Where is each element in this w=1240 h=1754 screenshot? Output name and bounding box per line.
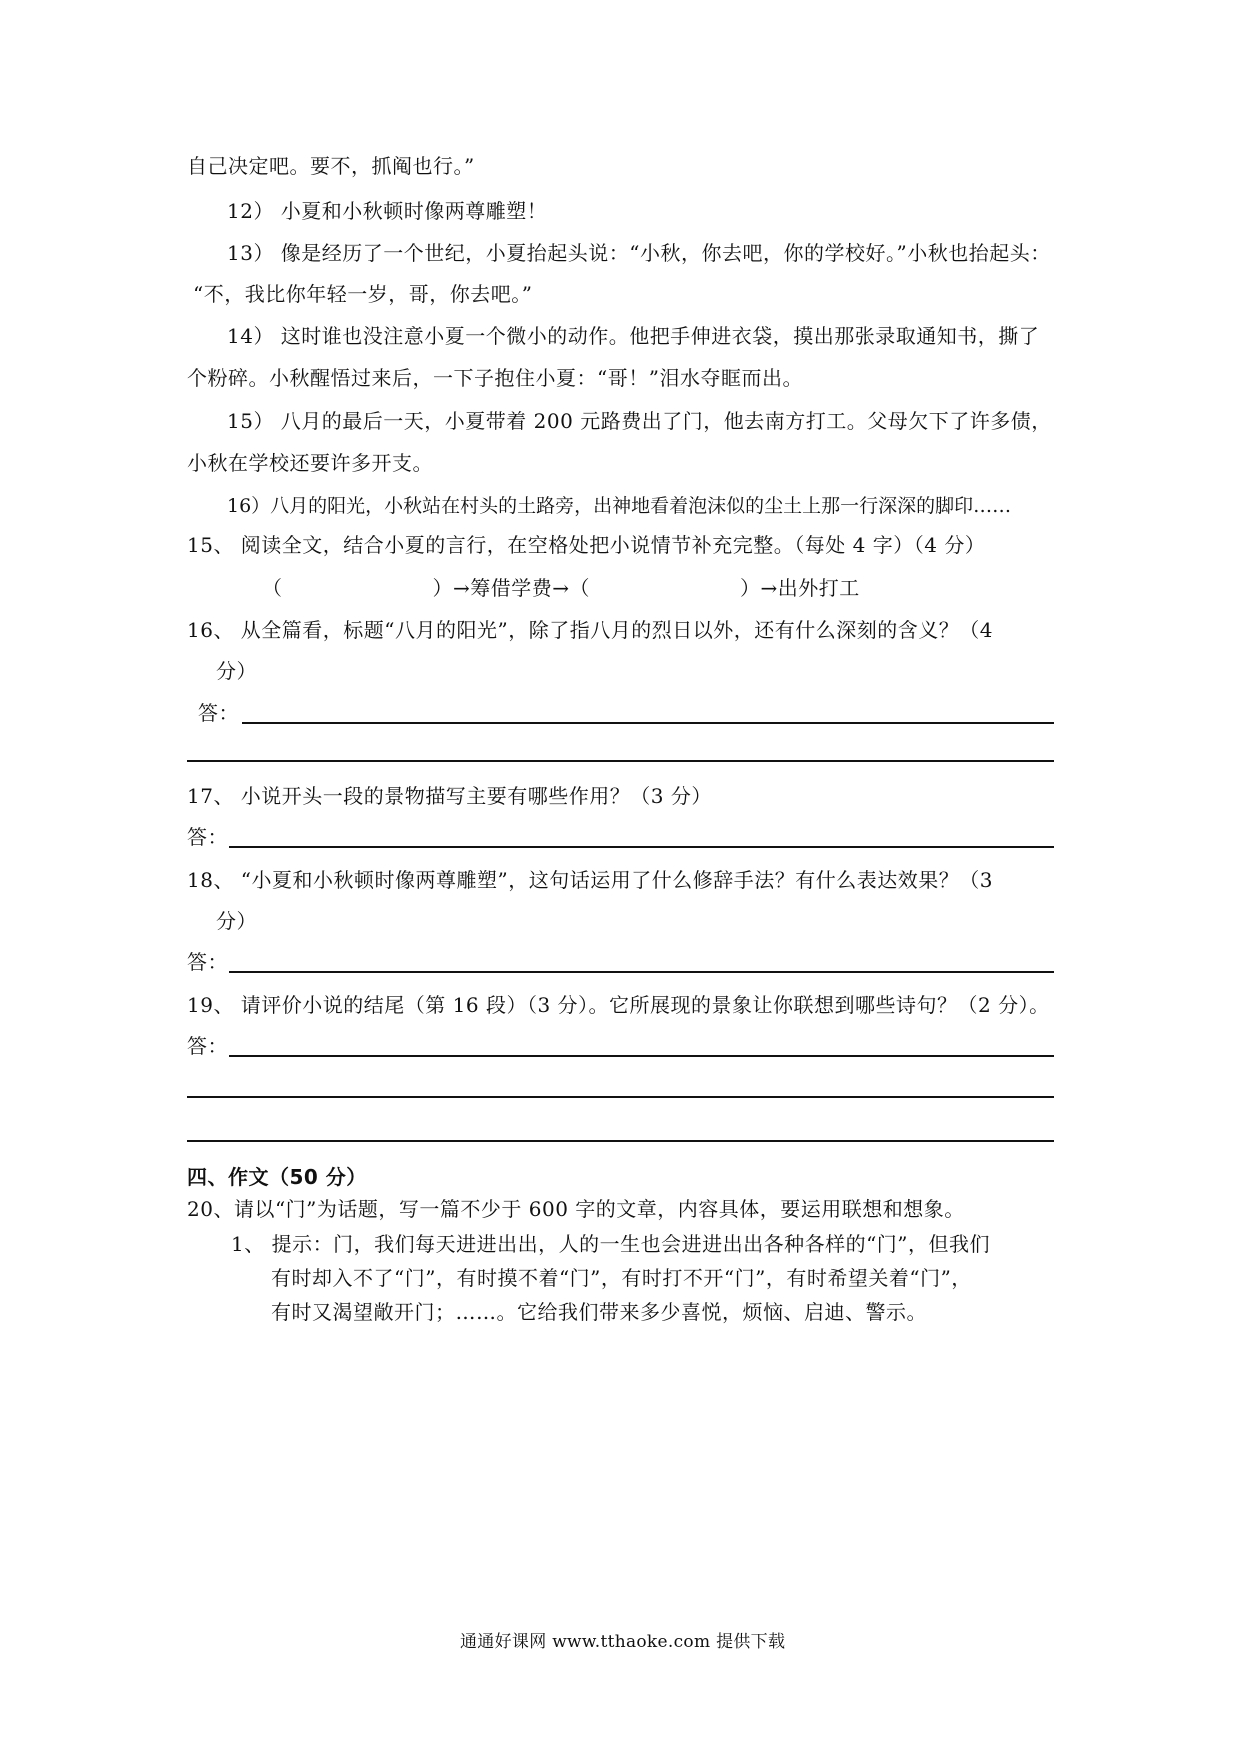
- passage-paragraph-14-line1: 14） 这时谁也没注意小夏一个微小的动作。他把手伸进衣袋，摸出那张录取通知书，撕了: [227, 324, 1040, 348]
- question-15: 15、 阅读全文，结合小夏的言行，在空格处把小说情节补充完整。（每处 4 字）（4 分）: [187, 533, 986, 557]
- question-15-fill-row: [262, 575, 860, 601]
- answer-line-19-3[interactable]: [187, 1140, 1054, 1142]
- fill-blank-middle: ）→筹借学费→（: [432, 576, 591, 600]
- answer-label-19: 答：: [187, 1034, 228, 1058]
- answer-label-16: 答：: [198, 701, 239, 725]
- question-18-line1: 18、 “小夏和小秋顿时像两尊雕塑”，这句话运用了什么修辞手法？有什么表达效果？（3: [187, 868, 993, 892]
- answer-line-16-2[interactable]: [187, 760, 1054, 762]
- answer-label-18: 答：: [187, 950, 228, 974]
- question-17: 17、 小说开头一段的景物描写主要有哪些作用？（3 分）: [187, 784, 712, 808]
- fill-blank-open-1: （: [262, 576, 283, 600]
- question-18-line2: 分）: [216, 909, 257, 933]
- passage-paragraph-13-line2: “不，我比你年轻一岁，哥，你去吧。”: [193, 282, 533, 306]
- fill-blank-end: ）→出外打工: [740, 576, 860, 600]
- passage-paragraph-12: 12） 小夏和小秋顿时像两尊雕塑！: [227, 199, 548, 223]
- question-16-line2: 分）: [216, 659, 257, 683]
- composition-heading: 四、作文（50 分）: [187, 1165, 367, 1189]
- passage-paragraph-15-line2: 小秋在学校还要许多开支。: [187, 451, 433, 475]
- answer-line-19-2[interactable]: [187, 1096, 1054, 1098]
- answer-line-16-1[interactable]: [242, 722, 1054, 724]
- composition-hint-line1: 1、 提示：门，我们每天进进出出，人的一生也会进进出出各种各样的“门”，但我们: [231, 1232, 991, 1256]
- question-19: 19、 请评价小说的结尾（第 16 段）（3 分）。它所展现的景象让你联想到哪些诗句？（2 分）。: [187, 993, 1050, 1017]
- answer-line-18[interactable]: [229, 971, 1054, 973]
- answer-line-17[interactable]: [229, 846, 1054, 848]
- passage-paragraph-15-line1: 15） 八月的最后一天，小夏带着 200 元路费出了门，他去南方打工。父母欠下了许多债，: [227, 409, 1052, 433]
- passage-paragraph-13-line1: 13） 像是经历了一个世纪，小夏抬起头说：“小秋，你去吧，你的学校好。”小秋也抬起头：: [227, 241, 1051, 265]
- composition-hint-line3: 有时又渴望敞开门；……。它给我们带来多少喜悦，烦恼、启迪、警示。: [271, 1300, 927, 1324]
- composition-question-20: 20、请以“门”为话题，写一篇不少于 600 字的文章，内容具体，要运用联想和想象。: [187, 1197, 965, 1221]
- passage-paragraph-14-line2: 个粉碎。小秋醒悟过来后，一下子抱住小夏：“哥！”泪水夺眶而出。: [187, 366, 803, 390]
- answer-label-17: 答：: [187, 825, 228, 849]
- passage-paragraph-11-end: 自己决定吧。要不，抓阄也行。”: [187, 154, 475, 178]
- footer-download-note: 通通好课网 www.tthaoke.com 提供下载: [460, 1632, 786, 1652]
- passage-paragraph-16: 16）八月的阳光，小秋站在村头的土路旁，出神地看着泡沫似的尘土上那一行深深的脚印……: [227, 495, 1012, 517]
- answer-line-19-1[interactable]: [229, 1055, 1054, 1057]
- composition-hint-line2: 有时却入不了“门”，有时摸不着“门”，有时打不开“门”，有时希望关着“门”，: [271, 1266, 972, 1290]
- question-16-line1: 16、 从全篇看，标题“八月的阳光”，除了指八月的烈日以外，还有什么深刻的含义？（4: [187, 618, 993, 642]
